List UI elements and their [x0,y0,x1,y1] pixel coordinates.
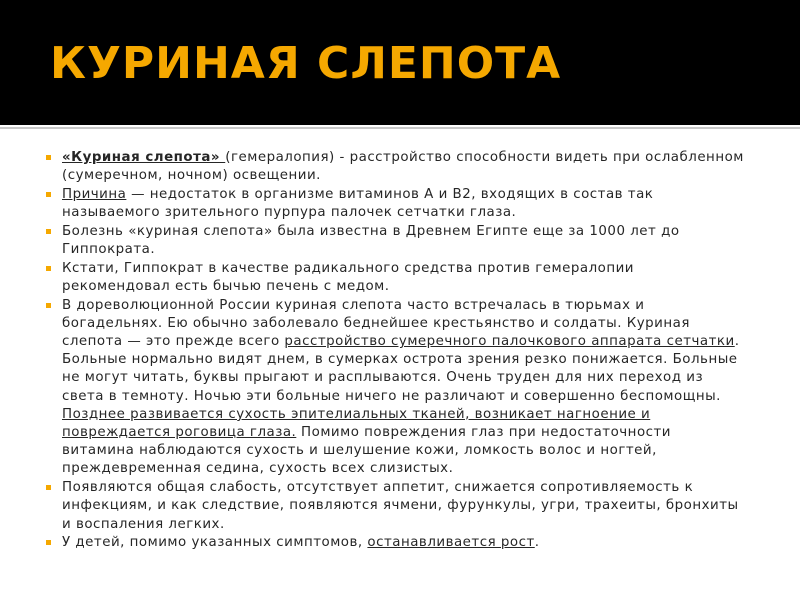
bullet-text: — недостаток в организме витаминов А и В2, входящих в состав так называемого зрительного пурпура палочек сетчатки глаза. [62,186,654,221]
slide-body [46,149,746,553]
bullet-square-icon [46,540,51,545]
bullet-list [46,149,746,552]
underlined-phrase: расстройство сумеречного палочкового аппарата сетчатки [284,334,735,350]
bullet-text: Помимо повреждения глаз при недостаточности витамина наблюдаются сухость и шелушение кожи, ломкость волос и ногтей, преждевременная седина, сухость всех слизистых. [62,425,671,477]
bullet-square-icon [46,266,51,271]
bullet-text: (гемералопия) - расстройство способности видеть при ослабленном (сумеречном, ночном) освещении. [62,150,744,184]
bullet-item-2 [46,186,746,222]
bullet-item-3 [46,223,746,259]
bullet-item-5 [46,297,746,479]
bullet-text: У детей, помимо указанных симптомов, [62,535,368,551]
bullet-square-icon [46,303,51,308]
bullet-square-icon [46,155,51,160]
bullet-text: Болезнь «куриная слепота» была известна в Древнем Египте еще за 1000 лет до Гиппократа. [62,223,680,258]
bullet-text: В дореволюционной России куриная слепота часто встречалась в тюрьмах и богадельнях. Ею обычно заболевало беднейшее крестьянство и солдаты. Куриная слепота — это прежде всего [62,297,690,350]
bullet-item-4 [46,260,746,296]
bullet-square-icon [46,192,51,197]
bullet-item-7 [46,534,746,552]
bullet-text: . [534,535,540,551]
bullet-text: Появляются общая слабость, отсутствует аппетит, снижается сопротивляемость к инфекциям, и как следствие, появляются ячмени, фурункулы, угри, трахеиты, бронхиты и воспаления легких. [62,480,739,532]
bullet-square-icon [46,485,51,490]
bullet-square-icon [46,229,51,234]
bullet-item-6 [46,479,746,534]
term-prichina: Причина [62,186,127,202]
slide-title: КУРИНАЯ СЛЕПОТА [50,38,562,89]
underlined-phrase: останавливается рост [367,535,535,551]
bullet-text: Кстати, Гиппократ в качестве радикального средства против гемералопии рекомендовал есть бычью печень с медом. [62,260,635,294]
bullet-item-1 [46,149,746,185]
underlined-phrase: Позднее развивается сухость эпителиальных тканей, возникает нагноение и повреждается роговица глаза. [62,406,651,441]
title-bar [0,0,800,125]
bullet-text: . Больные нормально видят днем, в сумерках острота зрения резко понижается. Больные не могут читать, буквы прыгают и расплываются. Очень труден для них переход из света в темноту. Ночью эти больные ничего не различают и совершенно беспомощны. [62,334,740,404]
term-kurinaya-slepota: «Куриная слепота» [62,150,226,165]
title-divider [0,127,800,129]
